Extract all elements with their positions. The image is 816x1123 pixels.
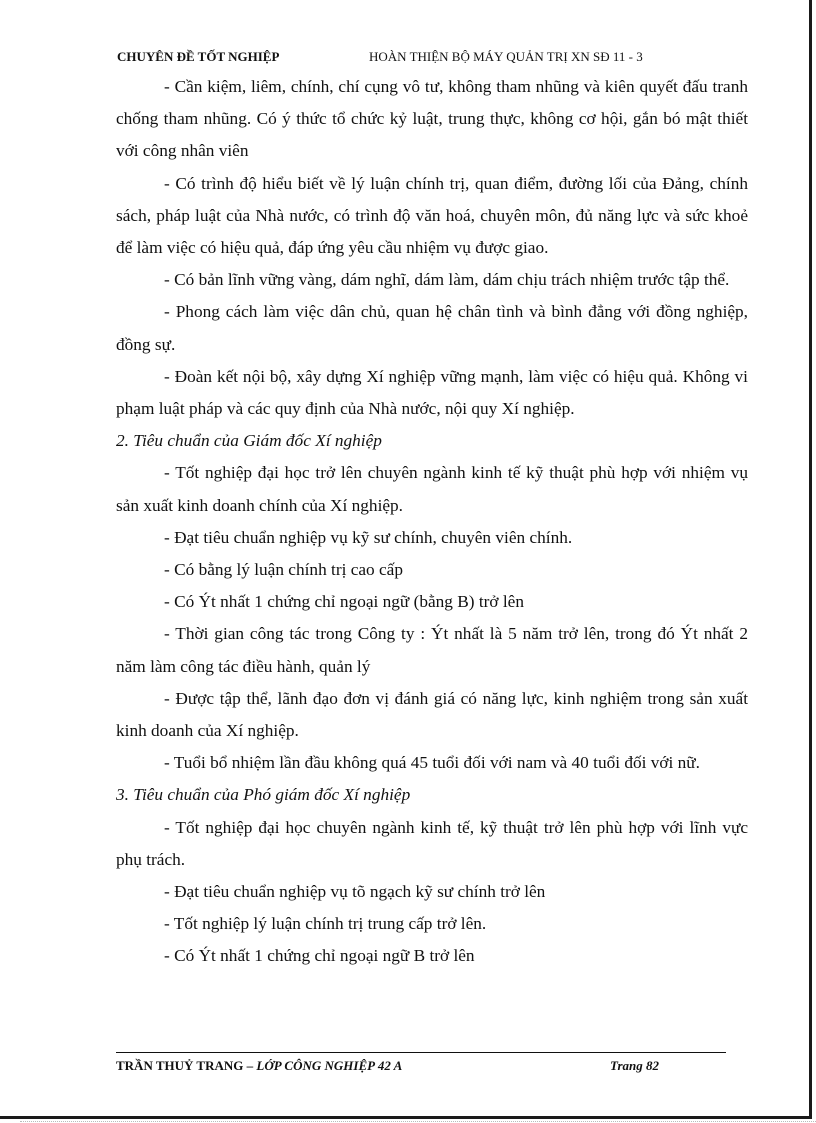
paragraph: - Có Ýt nhất 1 chứng chỉ ngoại ngữ B trở lên: [164, 946, 475, 966]
paragraph: - Phong cách làm việc dân chủ, quan hệ chân tình và bình đẳng với đồng nghiệp, đồng sự.: [116, 302, 748, 354]
paragraph: - Tuổi bổ nhiệm lần đầu không quá 45 tuổi đối với nam và 40 tuổi đối với nữ.: [164, 753, 700, 773]
header-left: CHUYÊN ĐỀ TỐT NGHIỆP: [117, 49, 280, 64]
section-heading: 3. Tiêu chuẩn của Phó giám đốc Xí nghiệp: [116, 785, 411, 805]
paragraph: - Đoàn kết nội bộ, xây dựng Xí nghiệp vững mạnh, làm việc có hiệu quả. Không vi phạm luật pháp và các quy định của Nhà nước, nội quy Xí nghiệp.: [116, 366, 748, 419]
author-class: LỚP CÔNG NGHIỆP 42 A: [256, 1058, 403, 1073]
running-header: [117, 49, 717, 67]
paragraph: - Đạt tiêu chuẩn nghiệp vụ kỹ sư chính, chuyên viên chính.: [164, 527, 573, 547]
footer-author: [116, 1058, 402, 1074]
paragraph: - Tốt nghiệp đại học chuyên ngành kinh tế, kỹ thuật trở lên phù hợp với lĩnh vực phụ trách.: [116, 817, 748, 869]
paragraph: - Được tập thể, lãnh đạo đơn vị đánh giá có năng lực, kinh nghiệm trong sản xuất kinh doanh của Xí nghiệp.: [116, 688, 748, 741]
page-bottom-edge: [20, 1121, 816, 1122]
document-body: [116, 71, 748, 973]
paragraph: - Có bằng lý luận chính trị cao cấp: [164, 560, 403, 580]
paragraph: - Tốt nghiệp lý luận chính trị trung cấp trở lên.: [164, 914, 487, 934]
paragraph: - Đạt tiêu chuẩn nghiệp vụ tõ ngạch kỹ sư chính trở lên: [164, 882, 546, 902]
paragraph: - Có Ýt nhất 1 chứng chỉ ngoại ngữ (bằng B) trở lên: [164, 592, 524, 612]
section-heading: 2. Tiêu chuẩn của Giám đốc Xí nghiệp: [116, 431, 382, 451]
footer-rule: [116, 1052, 726, 1053]
paragraph: - Tốt nghiệp đại học trở lên chuyên ngành kinh tế kỹ thuật phù hợp với nhiệm vụ sản xuất kinh doanh chính của Xí nghiệp.: [116, 463, 748, 515]
paragraph: - Cần kiệm, liêm, chính, chí cụng vô tư, không tham nhũng và kiên quyết đấu tranh chống tham nhũng. Có ý thức tổ chức kỷ luật, trung thực, không cơ hội, gắn bó mật thiết với công nhân viên: [116, 77, 748, 161]
paragraph: - Có trình độ hiểu biết về lý luận chính trị, quan điểm, đường lối của Đảng, chính sách, pháp luật của Nhà nước, có trình độ văn hoá, chuyên môn, đủ năng lực và sức khoẻ để làm việc có hiệu quả, đáp ứng yêu cầu nhiệm vụ được giao.: [116, 173, 748, 258]
page-number: Trang 82: [610, 1058, 659, 1073]
paragraph: - Thời gian công tác trong Công ty : Ýt nhất là 5 năm trở lên, trong đó Ýt nhất 2 năm làm công tác điều hành, quản lý: [116, 624, 748, 676]
author-name: TRẦN THUỶ TRANG –: [116, 1058, 257, 1073]
paragraph: - Có bản lĩnh vững vàng, dám nghĩ, dám làm, dám chịu trách nhiệm trước tập thể.: [164, 270, 730, 290]
running-footer: [116, 1058, 726, 1076]
header-right: HOÀN THIỆN BỘ MÁY QUẢN TRỊ XN SĐ 11 - 3: [369, 49, 643, 64]
